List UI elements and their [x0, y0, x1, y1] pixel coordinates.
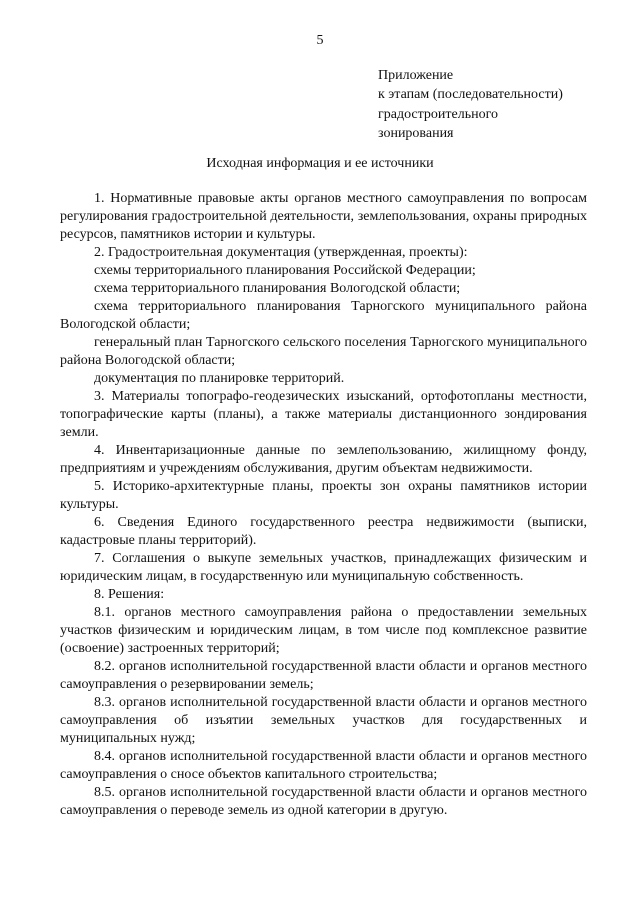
appendix-block — [378, 66, 618, 143]
paragraph: 8.2. органов исполнительной государственной власти области и органов местного самоуправления о резервировании земель; — [60, 659, 587, 692]
paragraph: генеральный план Тарногского сельского поселения Тарногского муниципального района Вологодской области; — [60, 335, 587, 368]
paragraph: 8.1. органов местного самоуправления района о предоставлении земельных участков физическим и юридическим лицам, в том числе под комплексное развитие (освоение) застроенных территорий; — [60, 605, 587, 656]
paragraph: документация по планировке территорий. — [94, 371, 345, 386]
paragraph: 8.5. органов исполнительной государственной власти области и органов местного самоуправления о переводе земель из одной категории в другую. — [60, 785, 587, 818]
paragraph: схема территориального планирования Вологодской области; — [94, 281, 461, 296]
appendix-line: зонирования — [378, 125, 454, 141]
appendix-line: Приложение — [378, 68, 454, 83]
page-number: 5 — [316, 33, 324, 48]
paragraph: 7. Соглашения о выкупе земельных участков, принадлежащих физическим и юридическим лицам, в государственную или муниципальную собственность. — [60, 551, 587, 584]
document-body — [60, 190, 587, 820]
appendix-line: градостроительного — [378, 106, 499, 122]
paragraph: 3. Материалы топографо-геодезических изысканий, ортофотопланы местности, топографические карты (планы), а также материалы дистанционного зондирования земли. — [60, 389, 587, 440]
paragraph: схемы территориального планирования Российской Федерации; — [94, 263, 476, 278]
paragraph: 4. Инвентаризационные данные по землепользованию, жилищному фонду, предприятиям и учреждениям обслуживания, другим объектам недвижимости. — [60, 443, 587, 476]
paragraph: 1. Нормативные правовые акты органов местного самоуправления по вопросам регулирования градостроительной деятельности, землепользования, охраны природных ресурсов, памятников истории и культуры. — [60, 191, 587, 242]
paragraph: 8.3. органов исполнительной государственной власти области и органов местного самоуправления об изъятии земельных участков для государственных и муниципальных нужд; — [60, 695, 587, 746]
paragraph: 5. Историко-архитектурные планы, проекты зон охраны памятников истории культуры. — [60, 479, 587, 512]
paragraph: 8. Решения: — [94, 587, 165, 602]
paragraph: 6. Сведения Единого государственного реестра недвижимости (выписки, кадастровые планы территорий). — [60, 515, 587, 548]
appendix-line: к этапам (последовательности) — [378, 87, 563, 103]
paragraph: 8.4. органов исполнительной государственной власти области и органов местного самоуправления о сносе объектов капитального строительства; — [60, 749, 587, 782]
paragraph: схема территориального планирования Тарногского муниципального района Вологодской области; — [60, 299, 587, 332]
document-title: Исходная информация и ее источники — [206, 156, 434, 171]
paragraph: 2. Градостроительная документация (утвержденная, проекты): — [94, 245, 468, 260]
